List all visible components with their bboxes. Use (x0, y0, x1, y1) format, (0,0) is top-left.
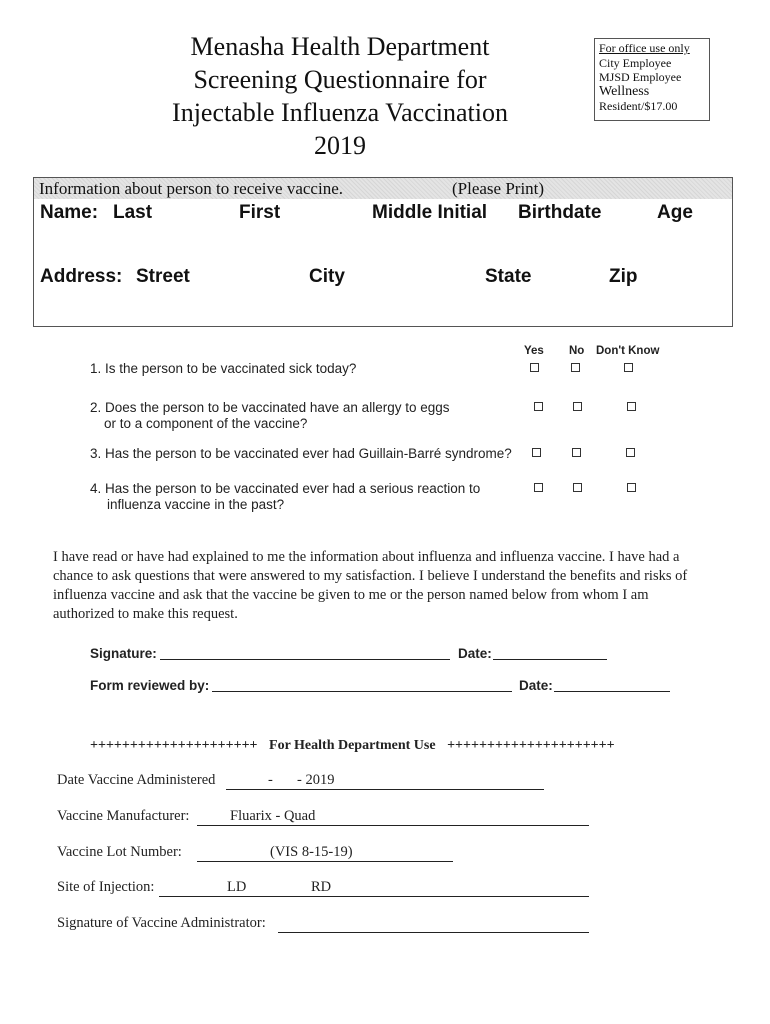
age-field[interactable]: Age (657, 202, 693, 223)
title-line-1: Menasha Health Department (190, 32, 490, 61)
q1-yes-checkbox[interactable] (530, 363, 539, 372)
office-item-resident: Resident/$17.00 (599, 99, 678, 113)
date-label: Date: (458, 646, 492, 661)
question-3 (90, 446, 512, 462)
info-header-bar (34, 178, 732, 199)
q4-dont-know-checkbox[interactable] (627, 483, 636, 492)
q2-dont-know-checkbox[interactable] (627, 402, 636, 411)
q3-dont-know-checkbox[interactable] (626, 448, 635, 457)
question-4 (90, 481, 480, 513)
name-label: Name: (40, 202, 99, 223)
last-name-field[interactable]: Last (113, 202, 153, 223)
date-label-2: Date: (519, 678, 553, 693)
q3-yes-checkbox[interactable] (532, 448, 541, 457)
first-name-field[interactable]: First (239, 202, 281, 223)
administrator-signature-line[interactable] (278, 915, 589, 933)
manufacturer-label: Vaccine Manufacturer: (57, 808, 190, 824)
site-ld: LD (227, 879, 247, 895)
health-dept-heading-row (90, 738, 615, 754)
col-no: No (569, 345, 585, 357)
question-4-text-line2: influenza vaccine in the past? (107, 497, 285, 512)
q4-no-checkbox[interactable] (573, 483, 582, 492)
col-yes: Yes (524, 345, 544, 357)
signature-label: Signature: (90, 646, 157, 661)
plus-left: +++++++++++++++++++++ (90, 738, 258, 753)
title-line-3: Injectable Influenza Vaccination (172, 98, 508, 127)
q1-no-checkbox[interactable] (571, 363, 580, 372)
office-item-city-employee: City Employee (599, 55, 672, 70)
consent-paragraph: I have read or have had explained to me the information about influenza and influenza vaccine. I have had a chance to ask questions that were answered to my satisfaction. I believe I understand the benefits and risks of influenza vaccine and ask that the vaccine be given to me or the person named below from whom I am authorized to make this request. (53, 549, 688, 622)
date-administered-dash: - (268, 772, 273, 788)
col-dont-know: Don't Know (596, 345, 660, 357)
site-line[interactable] (159, 879, 589, 897)
question-2-text-line1: 2. Does the person to be vaccinated have an allergy to eggs (90, 400, 450, 415)
title-line-4: 2019 (314, 131, 366, 160)
q2-no-checkbox[interactable] (573, 402, 582, 411)
q4-yes-checkbox[interactable] (534, 483, 543, 492)
date-line[interactable] (493, 644, 607, 660)
person-info-box (33, 177, 733, 327)
question-2-text-line2: or to a component of the vaccine? (104, 416, 308, 431)
office-item-wellness: Wellness (599, 83, 650, 99)
q2-yes-checkbox[interactable] (534, 402, 543, 411)
question-1-text: 1. Is the person to be vaccinated sick today? (90, 361, 357, 376)
q3-no-checkbox[interactable] (572, 448, 581, 457)
site-rd: RD (311, 879, 332, 895)
zip-field[interactable]: Zip (609, 266, 638, 287)
office-use-box (594, 38, 710, 121)
manufacturer-value: Fluarix - Quad (230, 808, 316, 824)
date-administered-line[interactable] (226, 772, 544, 790)
administrator-signature-label: Signature of Vaccine Administrator: (57, 915, 266, 931)
date-administered-label: Date Vaccine Administered (57, 772, 216, 788)
lot-number-value: (VIS 8-15-19) (270, 844, 353, 860)
lot-number-label: Vaccine Lot Number: (57, 844, 182, 860)
question-1 (90, 361, 356, 377)
date-administered-year: - 2019 (297, 772, 335, 788)
signature-line[interactable] (160, 644, 450, 660)
info-bar-label: Information about person to receive vaccine. (39, 179, 343, 198)
state-field[interactable]: State (485, 266, 532, 287)
question-3-text: 3. Has the person to be vaccinated ever had Guillain-Barré syndrome? (90, 446, 512, 461)
middle-initial-field[interactable]: Middle Initial (372, 202, 488, 223)
reviewed-by-line[interactable] (212, 676, 512, 692)
health-dept-heading: For Health Department Use (269, 738, 436, 753)
date-line-2[interactable] (554, 676, 670, 692)
office-use-heading: For office use only (599, 41, 690, 55)
office-item-mjsd-employee: MJSD Employee (599, 70, 682, 84)
question-2 (90, 400, 449, 432)
birthdate-field[interactable]: Birthdate (518, 202, 602, 223)
question-4-text-line1: 4. Has the person to be vaccinated ever had a serious reaction to (90, 481, 481, 496)
city-field[interactable]: City (309, 266, 345, 287)
address-label: Address: (40, 266, 123, 287)
info-bar-note: (Please Print) (452, 179, 545, 198)
title-line-2: Screening Questionnaire for (193, 65, 487, 94)
document-title (120, 30, 560, 162)
q1-dont-know-checkbox[interactable] (624, 363, 633, 372)
plus-right: +++++++++++++++++++++ (447, 738, 615, 753)
street-field[interactable]: Street (136, 266, 190, 287)
site-label: Site of Injection: (57, 879, 155, 895)
reviewed-by-label: Form reviewed by: (90, 678, 210, 693)
